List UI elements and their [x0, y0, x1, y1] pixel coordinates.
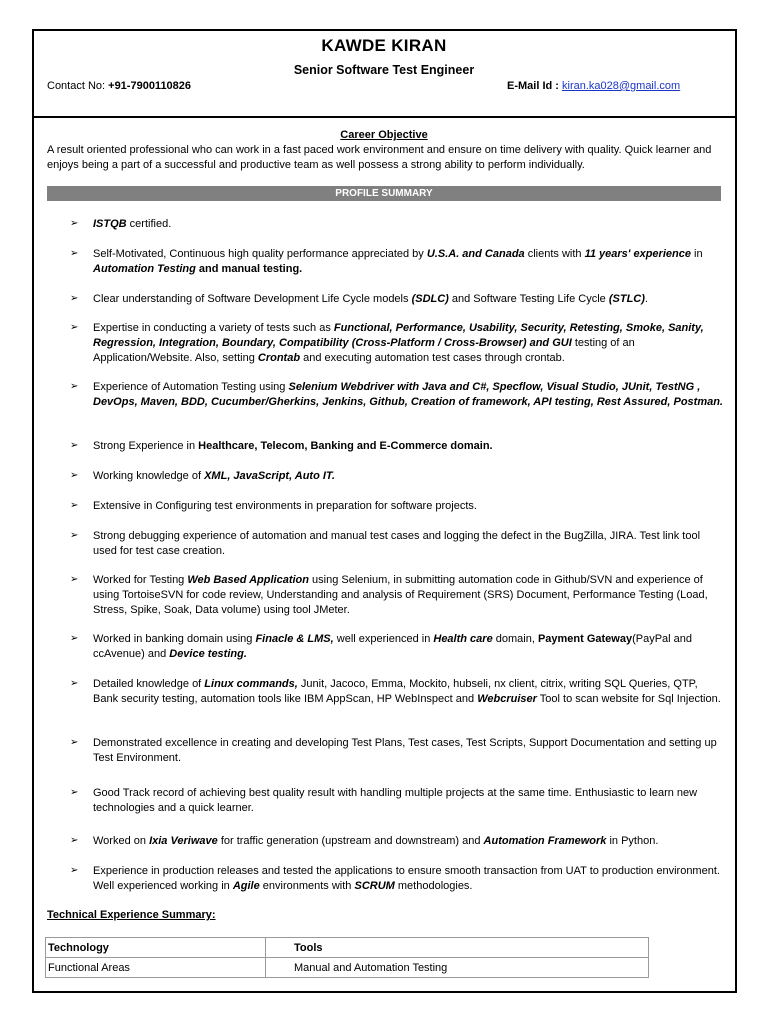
- profile-summary-item-text: Strong Experience in Healthcare, Telecom, Banking and E-Commerce domain.: [93, 440, 493, 452]
- profile-summary-item-text: Experience in production releases and tested the applications to ensure smooth transaction from UAT to production environment. Well experienced working in Agile environments with SCRUM methodologies.: [93, 865, 720, 892]
- technical-summary-heading: Technical Experience Summary:: [47, 909, 216, 921]
- arrow-bullet-icon: ➢: [70, 530, 79, 541]
- header-divider: [33, 116, 736, 118]
- arrow-bullet-icon: ➢: [70, 381, 79, 392]
- profile-summary-item-text: Extensive in Configuring test environments in preparation for software projects.: [93, 500, 477, 512]
- email-label: E-Mail Id :: [507, 80, 562, 92]
- job-title: Senior Software Test Engineer: [293, 63, 475, 77]
- arrow-bullet-icon: ➢: [70, 787, 79, 798]
- profile-summary-item-text: Expertise in conducting a variety of tests such as Functional, Performance, Usability, Security, Retesting, Smoke, Sanity, Regression, Integration, Boundary, Compatibility (Cross-Platform / Cross-Browser) and GUI testing of an Application/Website. Also, setting Crontab and executing automation test cases through crontab.: [93, 322, 704, 364]
- profile-summary-item-text: Experience of Automation Testing using Selenium Webdriver with Java and C#, Specflow, Visual Studio, JUnit, TestNG , DevOps, Maven, BDD, Cucumber/Gherkins, Jenkins, Github, Creation of framework, API testing, Rest Assured, Postman.: [93, 381, 723, 408]
- email-line: [507, 80, 680, 92]
- arrow-bullet-icon: ➢: [70, 440, 79, 451]
- arrow-bullet-icon: ➢: [70, 633, 79, 644]
- candidate-name: KAWDE KIRAN: [321, 36, 447, 55]
- career-objective-heading: Career Objective: [340, 129, 428, 141]
- profile-summary-item-text: Demonstrated excellence in creating and developing Test Plans, Test cases, Test Scripts, Support Documentation and setting up Test Environment.: [93, 737, 717, 764]
- contact-label: Contact No:: [47, 80, 109, 92]
- arrow-bullet-icon: ➢: [70, 218, 79, 229]
- email-link[interactable]: kiran.ka028@gmail.com: [562, 80, 681, 92]
- profile-summary-item-text: Working knowledge of XML, JavaScript, Auto IT.: [93, 470, 335, 482]
- table-cell-technology: Functional Areas: [46, 958, 266, 978]
- profile-summary-item-text: ISTQB certified.: [93, 218, 172, 230]
- profile-summary-item-text: Worked in banking domain using Finacle & LMS, well experienced in Health care domain, Payment Gateway(PayPal and ccAvenue) and Device testing.: [93, 633, 693, 660]
- table-header-row: [46, 938, 649, 958]
- profile-summary-item-text: Clear understanding of Software Development Life Cycle models (SDLC) and Software Testing Life Cycle (STLC).: [93, 293, 648, 305]
- arrow-bullet-icon: ➢: [70, 293, 79, 304]
- technical-summary-table: [45, 937, 649, 978]
- arrow-bullet-icon: ➢: [70, 500, 79, 511]
- arrow-bullet-icon: ➢: [70, 470, 79, 481]
- contact-line: [47, 80, 191, 92]
- profile-summary-item-text: Strong debugging experience of automation and manual test cases and logging the defect in the BugZilla, JIRA. Test link tool used for test case creation.: [93, 530, 701, 557]
- profile-summary-heading: PROFILE SUMMARY: [47, 186, 721, 201]
- table-row: [46, 958, 649, 978]
- arrow-bullet-icon: ➢: [70, 678, 79, 689]
- profile-summary-item-text: Self-Motivated, Continuous high quality performance appreciated by U.S.A. and Canada clients with 11 years' experience in Automation Testing and manual testing.: [93, 248, 703, 275]
- arrow-bullet-icon: ➢: [70, 737, 79, 748]
- contact-number: +91-7900110826: [108, 80, 192, 92]
- career-objective-text: A result oriented professional who can work in a fast paced work environment and ensure on time delivery with quality. Quick learner and enjoys being a part of a successful and productive team as well possess a strong ability to perform individually.: [47, 144, 712, 171]
- profile-summary-item-text: Good Track record of achieving best quality result with handling multiple projects at the same time. Enthusiastic to learn new technologies and a quick learner.: [93, 787, 698, 814]
- profile-summary-item-text: Worked on Ixia Veriwave for traffic generation (upstream and downstream) and Automation Framework in Python.: [93, 835, 659, 847]
- arrow-bullet-icon: ➢: [70, 835, 79, 846]
- column-header-tools: Tools: [266, 938, 649, 958]
- arrow-bullet-icon: ➢: [70, 574, 79, 585]
- arrow-bullet-icon: ➢: [70, 322, 79, 333]
- arrow-bullet-icon: ➢: [70, 865, 79, 876]
- profile-summary-item-text: Worked for Testing Web Based Application using Selenium, in submitting automation code in Github/SVN and experience of using TortoiseSVN for code review, Understanding and analysis of Requirement (SRS) Document, Performance Testing (Load, Stress, Spike, Soak, Data volume) using tool JMeter.: [93, 574, 708, 616]
- arrow-bullet-icon: ➢: [70, 248, 79, 259]
- profile-summary-item-text: Detailed knowledge of Linux commands, Junit, Jacoco, Emma, Mockito, hubseli, nx client, citrix, writing SQL Queries, QTP, Bank security testing, automation tools like IBM AppScan, HP WebInspect and Webcruiser Tool to scan website for Sql Injection.: [93, 678, 721, 705]
- table-cell-tools: Manual and Automation Testing: [266, 958, 649, 978]
- column-header-technology: Technology: [46, 938, 266, 958]
